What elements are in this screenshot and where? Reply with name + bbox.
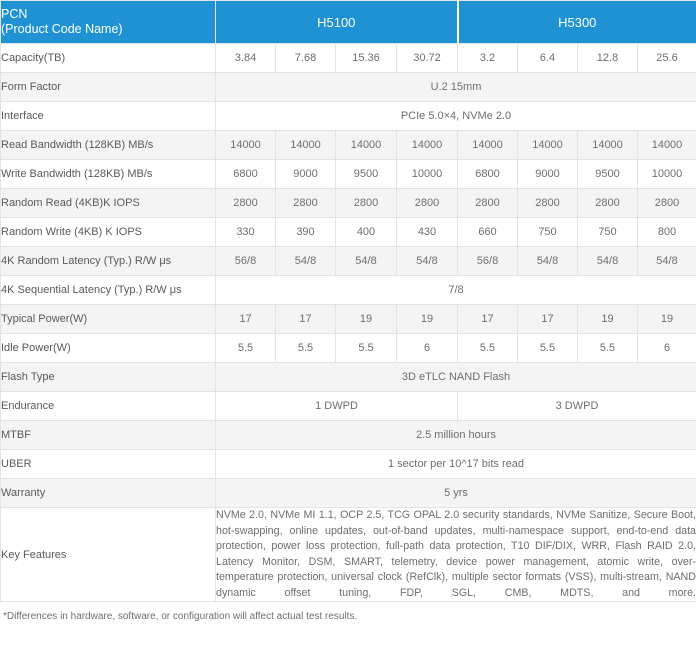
cell-value: 2800 [458,189,518,218]
table-row [1,363,696,392]
cell-value: 6800 [216,160,276,189]
cell-value: 19 [397,305,458,334]
cell-value: 19 [638,305,696,334]
table-row [1,131,696,160]
cell-value: 15.36 [336,44,397,73]
cell-value: 56/8 [458,247,518,276]
cell-value: 17 [518,305,578,334]
cell-value: 330 [216,218,276,247]
row-label: Warranty [1,479,216,508]
table-row [1,334,696,363]
row-label: Read Bandwidth (128KB) MB/s [1,131,216,160]
pcn-header-cell [1,1,216,44]
cell-value: 10000 [638,160,696,189]
cell-value: 25.6 [638,44,696,73]
cell-value: 5.5 [336,334,397,363]
cell-value: 9000 [276,160,336,189]
key-features-text: NVMe 2.0, NVMe MI 1.1, OCP 2.5, TCG OPAL 2.0 security standards, NVMe Sanitize, Secure Boot, hot-swapping, online updates, out-of-band updates, multi-namespace support, end-to-end data protection, power loss protection, full-path data protection, T10 DIF/DIX, WRR, Flash RAID 2.0, Latency Monitor, DSM, SMART, telemetry, device power management, atomic write, over-temperature protection, universal clock (RefClk), multiple sector formats (VSS), multi-stream, NAND dynamic offset tuning, FDP, SGL, CMB, MDTS, and more. [216,508,696,602]
table-row [1,392,696,421]
cell-value: 6.4 [518,44,578,73]
cell-value: 54/8 [518,247,578,276]
table-row [1,450,696,479]
cell-value: 54/8 [336,247,397,276]
cell-value-half-merged: 1 DWPD [216,392,458,421]
table-row [1,305,696,334]
cell-value: 2800 [518,189,578,218]
row-label: Typical Power(W) [1,305,216,334]
cell-value: 10000 [397,160,458,189]
cell-value: 14000 [216,131,276,160]
row-label: Capacity(TB) [1,44,216,73]
pcn-title: PCN [1,7,28,21]
cell-value: 14000 [336,131,397,160]
cell-value: 17 [458,305,518,334]
table-row [1,479,696,508]
cell-value: 14000 [397,131,458,160]
row-label: UBER [1,450,216,479]
key-features-row [1,508,696,602]
cell-value: 2800 [638,189,696,218]
family-header-h5100: H5100 [216,1,458,44]
table-row [1,421,696,450]
row-label: Random Read (4KB)K IOPS [1,189,216,218]
cell-value: 5.5 [578,334,638,363]
table-row [1,276,696,305]
cell-value: 5.5 [518,334,578,363]
cell-value-merged: 3D eTLC NAND Flash [216,363,696,392]
table-body [1,44,696,602]
row-label: Idle Power(W) [1,334,216,363]
cell-value: 6 [638,334,696,363]
cell-value: 14000 [276,131,336,160]
cell-value: 390 [276,218,336,247]
cell-value: 9500 [336,160,397,189]
cell-value-merged: 1 sector per 10^17 bits read [216,450,696,479]
cell-value: 54/8 [638,247,696,276]
cell-value: 750 [518,218,578,247]
cell-value: 660 [458,218,518,247]
table-row [1,102,696,131]
row-label: Endurance [1,392,216,421]
cell-value: 430 [397,218,458,247]
table-row [1,73,696,102]
cell-value-merged: PCIe 5.0×4, NVMe 2.0 [216,102,696,131]
row-label: Random Write (4KB) K IOPS [1,218,216,247]
cell-value: 12.8 [578,44,638,73]
cell-value: 3.84 [216,44,276,73]
cell-value: 30.72 [397,44,458,73]
cell-value: 14000 [578,131,638,160]
header-row [1,1,696,44]
cell-value: 6 [397,334,458,363]
cell-value: 14000 [638,131,696,160]
row-label: Form Factor [1,73,216,102]
cell-value: 9000 [518,160,578,189]
cell-value: 2800 [276,189,336,218]
cell-value: 17 [276,305,336,334]
cell-value: 54/8 [276,247,336,276]
footnote: *Differences in hardware, software, or configuration will affect actual test results. [3,611,358,622]
table-row [1,247,696,276]
cell-value: 2800 [397,189,458,218]
cell-value: 19 [578,305,638,334]
row-label: Interface [1,102,216,131]
cell-value: 2800 [216,189,276,218]
cell-value: 5.5 [276,334,336,363]
row-label: 4K Sequential Latency (Typ.) R/W μs [1,276,216,305]
key-features-label: Key Features [1,508,216,602]
cell-value: 14000 [458,131,518,160]
cell-value-merged: 5 yrs [216,479,696,508]
pcn-subtitle: (Product Code Name) [1,22,123,36]
table-header [1,1,696,44]
cell-value: 5.5 [216,334,276,363]
cell-value: 3.2 [458,44,518,73]
cell-value: 54/8 [578,247,638,276]
cell-value: 9500 [578,160,638,189]
cell-value: 800 [638,218,696,247]
family-header-h5300: H5300 [458,1,696,44]
row-label: Flash Type [1,363,216,392]
cell-value: 19 [336,305,397,334]
table-row [1,44,696,73]
cell-value: 2800 [336,189,397,218]
cell-value: 750 [578,218,638,247]
table-row [1,160,696,189]
table-row [1,218,696,247]
row-label: Write Bandwidth (128KB) MB/s [1,160,216,189]
cell-value: 400 [336,218,397,247]
cell-value-half-merged: 3 DWPD [458,392,696,421]
cell-value: 2800 [578,189,638,218]
cell-value: 6800 [458,160,518,189]
row-label: 4K Random Latency (Typ.) R/W μs [1,247,216,276]
cell-value-merged: 7/8 [216,276,696,305]
cell-value-merged: 2.5 million hours [216,421,696,450]
cell-value: 14000 [518,131,578,160]
cell-value: 56/8 [216,247,276,276]
cell-value-merged: U.2 15mm [216,73,696,102]
cell-value: 17 [216,305,276,334]
cell-value: 7.68 [276,44,336,73]
cell-value: 54/8 [397,247,458,276]
row-label: MTBF [1,421,216,450]
cell-value: 5.5 [458,334,518,363]
table-row [1,189,696,218]
